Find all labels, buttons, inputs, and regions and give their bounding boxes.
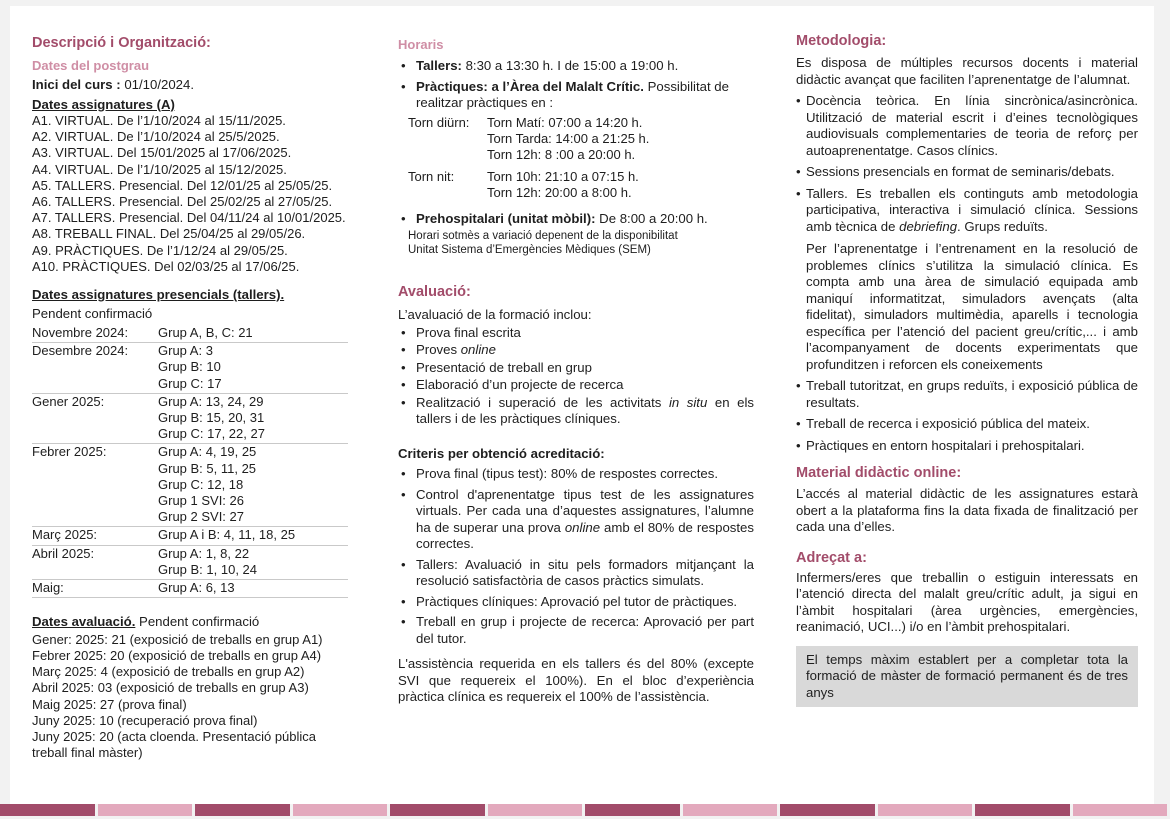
schedule-groups	[158, 393, 348, 444]
methodology-item: • Sessions presencials en format de seminaris/debats.	[796, 164, 1138, 181]
methodology-item: • Tallers. Es treballen els continguts amb metodologia participativa, interactiva i simulació clínica. Sessions amb tècnica de debriefing. Grups reduïts.	[796, 186, 1138, 236]
eval-date-item: Juny 2025: 10 (recuperació prova final)	[32, 712, 258, 728]
schedule-group: Grup A: 4, 19, 25	[158, 444, 257, 460]
material-heading: Material didàctic online:	[796, 465, 962, 481]
prehosp-note	[398, 229, 754, 257]
subjects-heading: Dates assignatures (A)	[32, 96, 175, 112]
methodology-intro: Es disposa de múltiples recursos docents i material didàctic avançat que faciliten l’aprenentatge de l’alumnat.	[796, 55, 1138, 87]
prehosp-note-line-2: Unitat Sistema d’Emergències Mèdiques (SEM)	[408, 244, 651, 257]
schedule-group: Grup C: 17, 22, 27	[158, 426, 265, 442]
schedule-row	[32, 343, 348, 394]
schedule-row	[32, 444, 348, 527]
criteria-item-emphasis: online	[564, 519, 601, 535]
methodology-item-emphasis: debriefing	[899, 218, 958, 234]
night-shift-list	[487, 169, 639, 201]
schedule-group: Grup A: 3	[158, 343, 213, 359]
schedule-month: Desembre 2024:	[32, 343, 129, 359]
schedule-group: Grup 1 SVI: 26	[158, 493, 244, 509]
schedule-month: Novembre 2024:	[32, 325, 129, 341]
footer-segment	[780, 804, 875, 816]
eval-dates-heading	[32, 614, 352, 631]
material-text: L’accés al material didàctic de les assignatures estarà obert a la plataforma fins la data fixada de finalització per cada una d’elles.	[796, 486, 1138, 534]
hours-prehospital	[398, 211, 754, 228]
schedule-month: Febrer 2025:	[32, 444, 107, 460]
schedule-groups	[158, 444, 348, 527]
eval-date-item: Març 2025: 4 (exposició de treballs en grup A2)	[32, 664, 305, 680]
methodology-heading: Metodologia:	[796, 33, 887, 49]
schedule-groups	[158, 325, 348, 343]
criteria-item: • Pràctiques clíniques: Aprovació pel tutor de pràctiques.	[398, 594, 754, 611]
prehosp-note-line-1: Horari sotmès a variació depenent de la disponibilitat	[408, 230, 678, 243]
evaluation-item: • Presentació de treball en grup	[398, 360, 754, 377]
schedule-row	[32, 580, 348, 598]
hours-practices	[398, 79, 754, 112]
night-shift-block	[398, 169, 754, 201]
workshops-label: Tallers:	[416, 58, 462, 73]
criteria-heading: Criteris per obtenció acreditació:	[398, 445, 605, 461]
methodology-item: • Treball tutoritzat, en grups reduïts, i exposició pública de resultats.	[796, 378, 1138, 411]
schedule-month: Març 2025:	[32, 527, 98, 543]
footer-segment	[293, 804, 388, 816]
evaluation-item: • Elaboració d’un projecte de recerca	[398, 377, 754, 394]
eval-dates-note: Pendent confirmació	[135, 614, 260, 630]
day-shift-block	[398, 115, 754, 164]
target-text: Infermers/eres que treballin o estiguin interessats en l’atenció directa del malalt greu/crític adult, ja sigui en l’àmbit hospitalari (àrea urgències, emergències, reanimació, UCI...) i/o en l’àmbit prehospitalari.	[796, 569, 1138, 634]
presential-heading: Dates assignatures presencials (tallers).	[32, 287, 285, 303]
schedule-group: Grup B: 1, 10, 24	[158, 561, 258, 577]
schedule-group: Grup C: 17	[158, 375, 222, 391]
subject-item: A2. VIRTUAL. De l’1/10/2024 al 25/5/2025.	[32, 129, 280, 145]
schedule-group: Grup A i B: 4, 11, 18, 25	[158, 527, 296, 543]
hours-heading: Horaris	[398, 37, 444, 52]
hours-workshops	[398, 58, 754, 75]
section-title-organization: Descripció i Organització:	[32, 35, 211, 51]
night-shift-item: Torn 10h: 21:10 a 07:15 h.	[487, 169, 639, 185]
subjects-list	[32, 113, 352, 275]
methodology-list-2	[796, 378, 1138, 454]
schedule-group: Grup B: 15, 20, 31	[158, 410, 265, 426]
day-shift-item: Torn 12h: 8 :00 a 20:00 h.	[487, 146, 636, 162]
subject-item: A8. TREBALL FINAL. Del 25/04/25 al 29/05/26.	[32, 226, 306, 242]
footer-segment	[1073, 804, 1168, 816]
footer-segment	[0, 804, 95, 816]
schedule-month: Maig:	[32, 580, 64, 596]
footer-segment	[98, 804, 193, 816]
prehosp-value: De 8:00 a 20:00 h.	[595, 210, 708, 226]
eval-dates-heading-label: Dates avaluació.	[32, 614, 136, 630]
schedule-group: Grup A: 6, 13	[158, 580, 235, 596]
column-methodology	[796, 32, 1138, 707]
subject-item: A4. VIRTUAL. De l’1/10/2025 al 15/12/2025.	[32, 161, 287, 177]
subject-item: A6. TALLERS. Presencial. Del 25/02/25 al 27/05/25.	[32, 194, 333, 210]
presential-note: Pendent confirmació	[32, 305, 153, 321]
evaluation-intro: L’avaluació de la formació inclou:	[398, 307, 592, 323]
eval-dates-list	[32, 632, 352, 762]
criteria-list	[398, 466, 754, 647]
night-shift-item: Torn 12h: 20:00 a 8:00 h.	[487, 185, 632, 201]
subject-item: A1. VIRTUAL. De l’1/10/2024 al 15/11/2025.	[32, 113, 286, 128]
schedule-row	[32, 393, 348, 444]
schedule-group: Grup B: 10	[158, 359, 221, 375]
schedule-group: Grup A: 1, 8, 22	[158, 545, 250, 561]
brochure-page	[10, 6, 1154, 804]
subject-item: A9. PRÀCTIQUES. De l’1/12/24 al 29/05/25.	[32, 242, 288, 258]
max-duration-box: El temps màxim establert per a completar tota la formació de màster de formació permanent és de tres anys	[796, 646, 1138, 708]
schedule-groups	[158, 580, 348, 598]
evaluation-item-emphasis: online	[460, 342, 496, 358]
criteria-item: • Tallers: Avaluació in situ pels formadors mitjançant la resolució satisfactòria de casos pràctics simulats.	[398, 557, 754, 590]
footer-segment	[195, 804, 290, 816]
eval-date-item: Febrer 2025: 20 (exposició de treballs en grup A4)	[32, 647, 322, 663]
decorative-footer-bar	[0, 804, 1170, 816]
subject-item: A10. PRÀCTIQUES. Del 02/03/25 al 17/06/25.	[32, 258, 300, 274]
methodology-item: • Treball de recerca i exposició pública del mateix.	[796, 416, 1138, 433]
schedule-groups	[158, 527, 348, 545]
schedule-group: Grup B: 5, 11, 25	[158, 460, 257, 476]
subject-item: A7. TALLERS. Presencial. Del 04/11/24 al 10/01/2025.	[32, 210, 346, 226]
schedule-group: Grup A, B, C: 21	[158, 325, 253, 341]
schedule-group: Grup C: 12, 18	[158, 476, 244, 492]
day-shift-item: Torn Matí: 07:00 a 14:20 h.	[487, 114, 643, 130]
eval-date-item: Gener: 2025: 21 (exposició de treballs en grup A1)	[32, 631, 323, 647]
schedule-row	[32, 527, 348, 545]
prehosp-label: Prehospitalari (unitat mòbil):	[416, 210, 596, 226]
practices-value: Possibilitat de realitzar pràctiques en :	[416, 78, 729, 110]
subject-item: A3. VIRTUAL. Del 15/01/2025 al 17/06/2025.	[32, 145, 292, 161]
day-shift-label: Torn diürn:	[408, 114, 470, 130]
schedule-row	[32, 545, 348, 579]
subject-item: A5. TALLERS. Presencial. Del 12/01/25 al 25/05/25.	[32, 177, 333, 193]
eval-date-item: treball final màster)	[32, 745, 143, 761]
practices-label: Pràctiques: a l’Àrea del Malalt Crític.	[416, 78, 644, 94]
evaluation-item: • Proves online	[398, 342, 754, 359]
footer-segment	[975, 804, 1070, 816]
eval-date-item: Juny 2025: 20 (acta cloenda. Presentació pública	[32, 729, 317, 744]
workshops-value: 8:30 a 13:30 h. I de 15:00 a 19:00 h.	[461, 58, 679, 73]
footer-segment	[488, 804, 583, 816]
course-start-label: Inici del curs :	[32, 77, 121, 92]
column-hours	[398, 36, 754, 706]
day-shift-item: Torn Tarda: 14:00 a 21:25 h.	[487, 130, 650, 146]
course-start-value: 01/10/2024.	[120, 77, 195, 92]
schedule-groups	[158, 545, 348, 579]
criteria-item: • Control d'aprenentatge tipus test de les assignatures virtuals. Per cada una d’aquestes assignatures, l’alumne ha de superar una prova online amb el 80% de respostes correctes.	[398, 487, 754, 553]
footer-segment	[878, 804, 973, 816]
schedule-group: Grup 2 SVI: 27	[158, 509, 244, 525]
footer-segment	[585, 804, 680, 816]
schedule-groups	[158, 343, 348, 394]
night-shift-label: Torn nit:	[408, 169, 455, 185]
course-start	[32, 77, 352, 94]
attendance-paragraph: L'assistència requerida en els tallers és del 80% (excepte SVI que requereix el 100%). En el bloc d’experiència pràctica clínica es requereix el 100% de l’assistència.	[398, 656, 754, 705]
footer-segment	[683, 804, 778, 816]
simulation-paragraph: Per l’aprenentatge i l’entrenament en la resolució de problemes clínics s’utilitza la simulació clínica. Es compta amb una àrea de simulació equipada amb maniquí informatitzat, simuladors avençats (alta fidelitat), simuladors multimèdia, aparells i tecnologia específica per l’atenció del pacient greu/crític,... i amb l’acompanyament de docents experimentats que profunditzen i reforcen els coneixements	[806, 241, 1138, 372]
column-organization	[32, 34, 352, 761]
dates-heading: Dates del postgrau	[32, 58, 150, 73]
criteria-item: • Treball en grup i projecte de recerca: Aprovació per part del tutor.	[398, 614, 754, 647]
evaluation-item: • Realització i superació de les activitats in situ en els tallers i de les pràctiques clíniques.	[398, 395, 754, 428]
schedule-row	[32, 325, 348, 343]
evaluation-list	[398, 325, 754, 428]
methodology-list	[796, 93, 1138, 235]
methodology-item: • Pràctiques en entorn hospitalari i prehospitalari.	[796, 438, 1138, 455]
methodology-item: • Docència teòrica. En línia sincrònica/asincrònica. Utilització de material escrit i d’eines tecnològiques audiovisuals complementaries de teoria de reforç per autoaprenentatge. Casos clínics.	[796, 93, 1138, 159]
eval-date-item: Abril 2025: 03 (exposició de treballs en grup A3)	[32, 680, 309, 696]
footer-segment	[390, 804, 485, 816]
workshop-schedule-table	[32, 325, 348, 598]
schedule-month: Abril 2025:	[32, 545, 95, 561]
target-heading: Adreçat a:	[796, 549, 867, 566]
schedule-group: Grup A: 13, 24, 29	[158, 393, 264, 409]
day-shift-list	[487, 115, 649, 164]
evaluation-item: • Prova final escrita	[398, 325, 754, 342]
evaluation-heading: Avaluació:	[398, 284, 471, 301]
schedule-month: Gener 2025:	[32, 393, 105, 409]
evaluation-item-emphasis: in situ	[668, 394, 708, 410]
eval-date-item: Maig 2025: 27 (prova final)	[32, 696, 187, 712]
criteria-item: • Prova final (tipus test): 80% de respostes correctes.	[398, 466, 754, 483]
